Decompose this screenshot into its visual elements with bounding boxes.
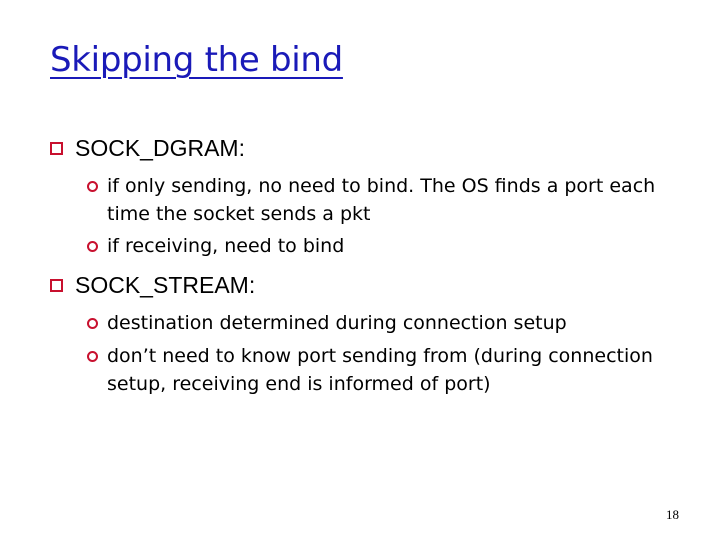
circle-bullet-icon: [87, 318, 98, 329]
circle-bullet-icon: [87, 181, 98, 192]
sub-bullet: [87, 342, 667, 398]
sub-bullet: [87, 309, 667, 337]
sub-bullet-text: destination determined during connection setup: [107, 312, 567, 334]
bullet-label: SOCK_STREAM:: [75, 272, 256, 298]
bullet-label: SOCK_DGRAM:: [75, 135, 245, 161]
square-bullet-icon: [50, 142, 63, 155]
sub-bullet: [87, 172, 667, 228]
page-number: 18: [666, 507, 679, 522]
sub-bullet-text: don’t need to know port sending from (during connection setup, receiving end is informed of port): [107, 345, 653, 395]
square-bullet-icon: [50, 279, 63, 292]
circle-bullet-icon: [87, 241, 98, 252]
bullet-sock-stream: [50, 270, 255, 300]
sub-bullet: [87, 232, 667, 260]
sub-bullet-text: if receiving, need to bind: [107, 235, 345, 257]
bullet-sock-dgram: [50, 133, 245, 163]
slide-title: Skipping the bind: [50, 40, 343, 80]
circle-bullet-icon: [87, 351, 98, 362]
sub-bullet-text: if only sending, no need to bind. The OS finds a port each time the socket sends a pkt: [107, 175, 656, 225]
